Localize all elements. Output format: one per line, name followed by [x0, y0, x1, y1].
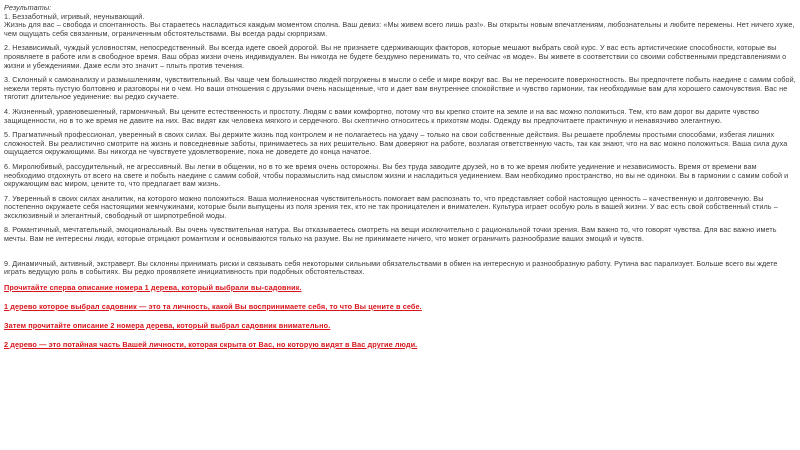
result-1-title: 1. Беззаботный, игривый, неунывающий. [4, 11, 145, 21]
instruction-read-second: Затем прочитайте описание 2 номера дерева, который выбрал садовник внимательно. [4, 320, 331, 330]
result-8: 8. Романтичный, мечтательный, эмоциональный. Вы очень чувствительная натура. Вы отказываетесь смотреть на вещи исключительно с рациональной точки зрения. Вам важно то, что говорят чувства. Для вас важно иметь мечты. Вам не интересны люди, которые отрицают романтизм и основываются только на разуме. Вы не принимаете ничего, что может ограничить разнообразие ваших эмоций и чувств. [4, 225, 777, 244]
results-heading: Результаты: [4, 3, 52, 12]
result-9: 9. Динамичный, активный, экстраверт. Вы склонны принимать риски и связывать себя некоторыми сильными обязательствами в обмен на интересную и разнообразную работу. Рутина вас парализует. Больше всего вы ждете играть ведущую роль в событиях. Вы редко проявляете инициативность при подобных обстоятельствах. [4, 258, 778, 277]
result-6: 6. Миролюбивый, рассудительный, не агрессивный. Вы легки в общении, но в то же время очень осторожны. Вы без труда заводите друзей, но в то же время любите уединение и независимость. Время от времени вам необходимо отдохнуть от всего на свете и побыть наедине с самим собой, чтобы поразмыслить над смыслом жизни и насладиться уединением. Вам необходимо пространство, но вы не одиноки. Вы в гармонии с самим собой и окружающим вас миром, цените то, что предлагает вам жизнь. [4, 161, 789, 189]
result-2: 2. Независимый, чуждый условностям, непосредственный. Вы всегда идете своей дорогой. Вы не признаете сдерживающих факторов, которые мешают выбрать свой курс. У вас есть артистические способности, которые вы проявляете в работе или в свободное время. Ваш образ жизни очень индивидуален. Вы никогда не будете бездумно перенимать то, что сейчас «в моде». Вы живете в соответствии со своими собственными представлениями о жизни и убеждениями. Даже если это значит – плыть против течения. [4, 43, 787, 70]
result-5: 5. Прагматичный профессионал, уверенный в своих силах. Вы держите жизнь под контролем и не полагаетесь на удачу – только на свои собственные действия. Вы решаете проблемы простыми способами, избегая лишних сложностей. Вы реалистично смотрите на жизнь и повседневные заботы, принимаетесь за них решительно. Вам доверяют на работе, возлагая ответственную часть, так как знают, что на вас можно положиться. Ваша сила духа ощущается окружающими. Вы никогда не чувствуете удовлетворение, пока не доведете до конца начатое. [4, 130, 788, 157]
result-3: 3. Склонный к самоанализу и размышлениям, чувствительный. Вы чаще чем большинство людей погружены в мысли о себе и мире вокруг вас. Вы не переносите поверхностность. Вы предпочтете побыть наедине с самим собой, нежели терять пустую болтовню и разговоры ни о чем. Но ваши отношения с друзьями очень насыщенные, что и дает вам внутреннее спокойствие и чувство гармонии, так необходимые вам для хорошего самочувствия. Вас не тяготит длительное уединение: вы редко скучаете. [4, 75, 796, 102]
result-7: 7. Уверенный в своих силах аналитик, на которого можно положиться. Ваша молниеносная чувствительность помогает вам распознать то, что представляет собой настоящую ценность – качественную и долговечную. Вы постепенно окружаете себя настоящими жемчужинами, которые были выпущены из поля зрения тех, кто не так проницателен и внимателен. Культура играет особую роль в вашей жизни. У вас есть свой собственный стиль – эксклюзивный и элегантный, свободный от ширпотребной моды. [4, 193, 778, 220]
instruction-tree-1-meaning: 1 дерево которое выбрал садовник — это та личность, какой Вы воспринимаете себя, то что Вы цените в себе. [4, 301, 422, 311]
result-1-text: Жизнь для вас – свобода и спонтанность. Вы стараетесь насладиться каждым моментом сполна. Ваш девиз: «Мы живем всего лишь раз!». Вы открыты новым впечатлениям, любознательны и любите перемены. Нет ничего хуже, чем ощущать себя связанным, ограниченным обстоятельствами. Вы всегда рады сюрпризам. [4, 20, 795, 38]
result-4: 4. Жизненный, уравновешенный, гармоничный. Вы цените естественность и простоту. Людям с вами комфортно, потому что вы крепко стоите на земле и на вас можно положиться. Тем, кто вам дорог вы дарите чувство защищенности, но в то же время не давите на них. Вас видят как человека мягкого и сердечного. Вы скептично относитесь к прихотям моды. Одежду вы предпочитаете практичную и ненавязчиво элегантную. [4, 106, 760, 125]
instruction-tree-2-meaning: 2 дерево — это потайная часть Вашей личности, которая скрыта от Вас, но которую видят в Вас другие люди. [4, 339, 418, 349]
instruction-read-first: Прочитайте сперва описание номера 1 дерева, который выбрали вы-садовник. [4, 282, 302, 292]
result-1 [4, 13, 796, 39]
